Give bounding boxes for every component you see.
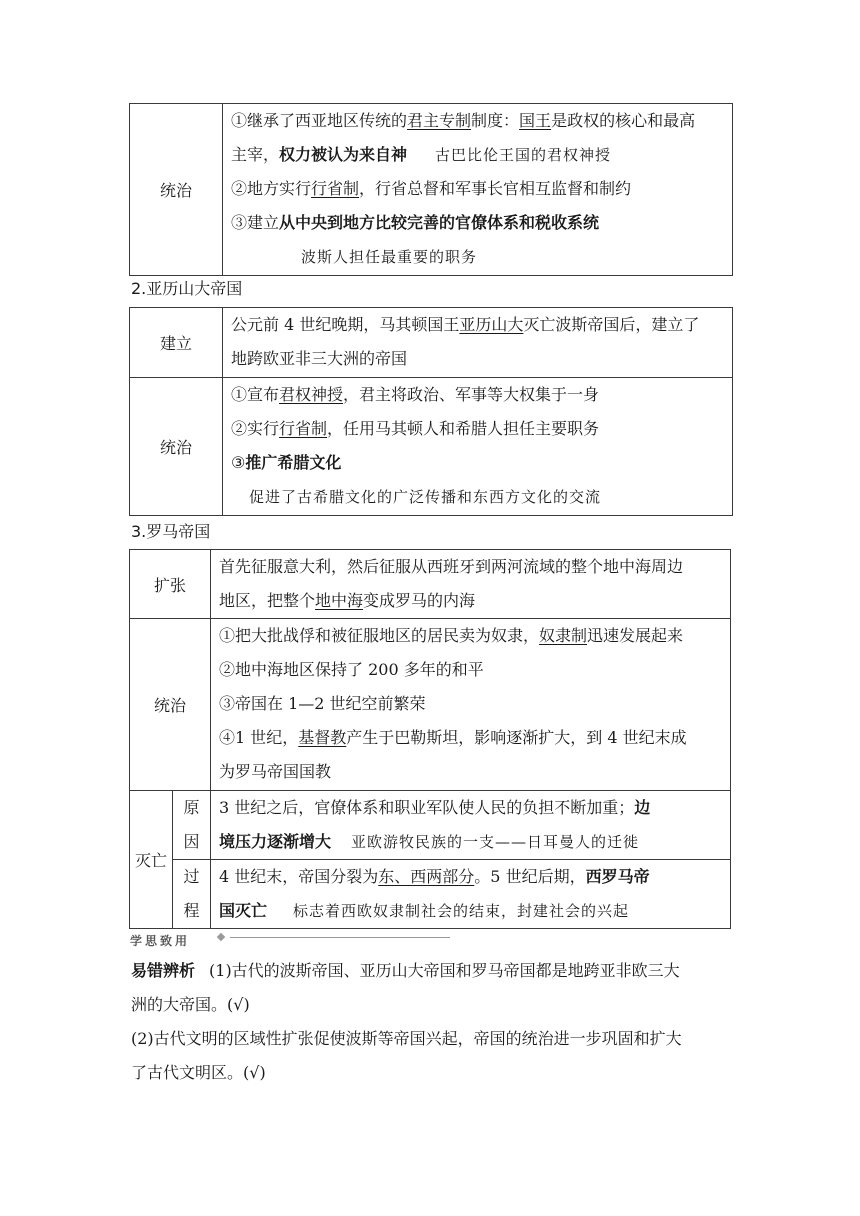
text-line: 地区，把整个地中海变成罗马的内海 xyxy=(219,591,476,610)
row-content xyxy=(223,308,733,378)
text-line: 境压力逐渐增大 亚欧游牧民族的一支——日耳曼人的迁徙 xyxy=(219,832,640,851)
sub-label-process: 过 程 xyxy=(173,860,211,929)
error-analysis-item-1: 易错辨析 (1)古代的波斯帝国、亚历山大帝国和罗马帝国都是地跨亚非欧三大 洲的大帝国。(√) xyxy=(131,961,680,1014)
text-line: ①宣布君权神授，君主将政治、军事等大权集于一身 xyxy=(231,385,600,404)
table-row xyxy=(130,104,733,276)
row-content xyxy=(223,378,733,516)
row-label: 统治 xyxy=(130,619,211,791)
row-content xyxy=(211,619,731,791)
text-line: ②地方实行行省制，行省总督和军事长官相互监督和制约 xyxy=(231,179,632,198)
row-label: 统治 xyxy=(130,104,223,276)
persian-empire-table xyxy=(129,103,733,276)
row-label: 统治 xyxy=(130,378,223,516)
section-heading: 3.罗马帝国 xyxy=(131,522,211,541)
annotation-note: 促进了古希腊文化的广泛传播和东西方文化的交流 xyxy=(249,488,602,506)
annotation-note: 标志着西欧奴隶制社会的结束，封建社会的兴起 xyxy=(293,902,630,920)
text-line: 3 世纪之后，官僚体系和职业军队使人民的负担不断加重；边 xyxy=(219,798,651,817)
text-line: ③建立从中央到地方比较完善的官僚体系和税收系统 xyxy=(231,213,600,232)
table-row xyxy=(130,791,731,860)
text-line: 主宰，权力被认为来自神 古巴比伦王国的君权神授 xyxy=(231,145,612,164)
roman-empire-table xyxy=(129,549,731,929)
practice-section-header: 学思致用 xyxy=(130,930,310,944)
text-line: 为罗马帝国国教 xyxy=(219,762,332,781)
table-row xyxy=(130,378,733,516)
text-line: 4 世纪末，帝国分裂为东、西两部分。5 世纪后期，西罗马帝 xyxy=(219,867,650,886)
alexander-empire-table xyxy=(129,307,733,516)
row-content xyxy=(211,791,731,860)
text-line: ①把大批战俘和被征服地区的居民卖为奴隶，奴隶制迅速发展起来 xyxy=(219,626,684,645)
text-line xyxy=(231,480,726,514)
text-line: ②地中海地区保持了 200 多年的和平 xyxy=(219,660,484,679)
section-heading: 2.亚历山大帝国 xyxy=(131,279,243,298)
annotation-note: 波斯人担任最重要的职务 xyxy=(301,248,478,266)
annotation-note: 古巴比伦王国的君权神授 xyxy=(435,146,612,164)
text-line: 首先征服意大利，然后征服从西班牙到两河流域的整个地中海周边 xyxy=(219,557,684,576)
text-line xyxy=(231,240,726,274)
row-content xyxy=(211,860,731,929)
row-content xyxy=(211,550,731,619)
row-label: 扩张 xyxy=(130,550,211,619)
text-line: ③帝国在 1—2 世纪空前繁荣 xyxy=(219,694,426,713)
diamond-icon xyxy=(217,933,225,941)
annotation-note: 亚欧游牧民族的一支——日耳曼人的迁徙 xyxy=(351,833,640,851)
row-label: 灭亡 xyxy=(130,791,173,929)
table-row xyxy=(130,619,731,791)
table-row xyxy=(130,550,731,619)
table-row xyxy=(130,308,733,378)
text-line: ①继承了西亚地区传统的君主专制制度：国王是政权的核心和最高 xyxy=(231,111,696,130)
text-line: 地跨欧亚非三大洲的帝国 xyxy=(231,349,408,368)
analysis-label: 易错辨析 xyxy=(131,961,196,980)
text-line: ④1 世纪，基督教产生于巴勒斯坦，影响逐渐扩大，到 4 世纪末成 xyxy=(219,728,687,747)
text-line: 国灭亡 标志着西欧奴隶制社会的结束，封建社会的兴起 xyxy=(219,901,630,920)
divider xyxy=(230,937,450,938)
text-line: 公元前 4 世纪晚期，马其顿国王亚历山大灭亡波斯帝国后，建立了 xyxy=(231,315,700,334)
error-analysis-item-2: (2)古代文明的区域性扩张促使波斯等帝国兴起，帝国的统治进一步巩固和扩大 了古代文明区。(√) xyxy=(131,1029,682,1082)
text-line: ③推广希腊文化 xyxy=(231,453,342,472)
row-label: 建立 xyxy=(130,308,223,378)
row-content xyxy=(223,104,733,276)
table-row xyxy=(130,860,731,929)
text-line: ②实行行省制，任用马其顿人和希腊人担任主要职务 xyxy=(231,419,600,438)
sub-label-cause: 原 因 xyxy=(173,791,211,860)
